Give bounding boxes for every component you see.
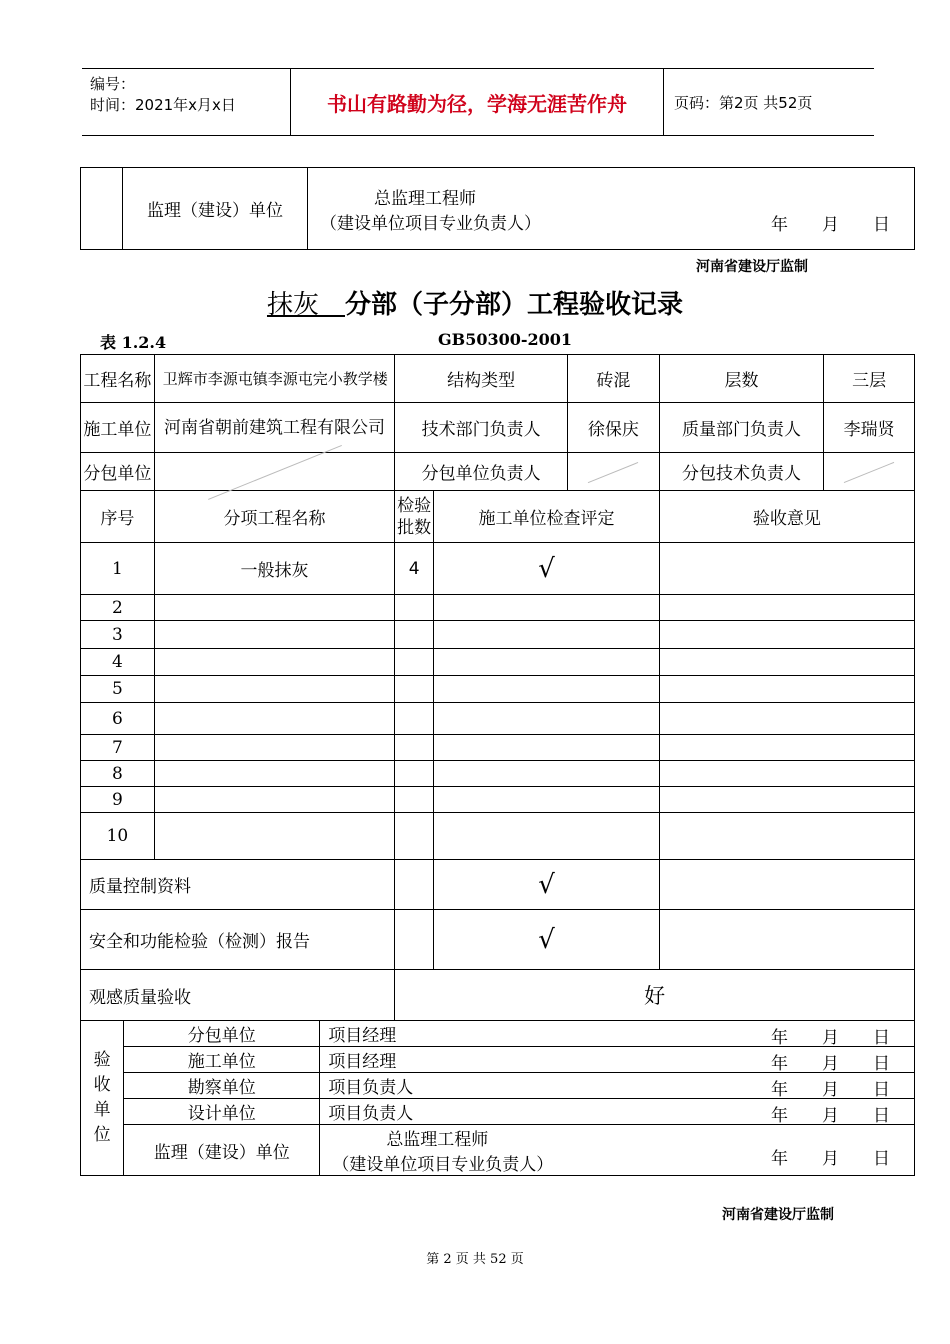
table-row: 5 xyxy=(81,676,915,703)
header-slogan: 书山有路勤为径，学海无涯苦作舟 xyxy=(291,69,664,136)
table-row: 10 xyxy=(81,813,915,860)
project-name-value: 卫辉市李源屯镇李源屯完小教学楼 xyxy=(154,355,394,403)
title-rest: 分部（子分部）工程验收记录 xyxy=(345,290,684,320)
acceptance-side-label: 验 收 单 位 xyxy=(81,1021,124,1176)
top-unit-label: 监理（建设）单位 xyxy=(123,168,308,250)
visual-label: 观感质量验收 xyxy=(81,970,395,1021)
sub-tech-label: 分包技术负责人 xyxy=(659,453,823,491)
issuer-bottom: 河南省建设厅监制 xyxy=(722,1207,834,1223)
table-row: 7 xyxy=(81,735,915,761)
page-header xyxy=(82,68,874,136)
top-signature-cell xyxy=(308,168,915,250)
top-date: 年 月 日 xyxy=(771,215,890,235)
quality-head-label: 质量部门负责人 xyxy=(659,403,823,453)
contractor-label: 施工单位 xyxy=(81,403,155,453)
header-page-label: 页码：第2页 共52页 xyxy=(664,69,875,136)
visual-value: 好 xyxy=(395,970,915,1021)
page-footer: 第 2 页 共 52 页 xyxy=(426,1252,524,1267)
title-subject: 抹灰 xyxy=(266,290,345,320)
table-row: 4 xyxy=(81,649,915,676)
contractor-value: 河南省朝前建筑工程有限公司 xyxy=(154,403,394,453)
table-number: 表 1.2.4 xyxy=(100,333,167,352)
safety-check: √ xyxy=(434,910,660,970)
info-row-subcontractor xyxy=(81,453,915,491)
structure-value: 砖混 xyxy=(568,355,660,403)
sub-head-value xyxy=(568,453,660,491)
floors-value: 三层 xyxy=(824,355,915,403)
table-row: 2 xyxy=(81,595,915,621)
safety-label: 安全和功能检验（检测）报告 xyxy=(81,910,395,970)
safety-row xyxy=(81,910,915,970)
qc-label: 质量控制资料 xyxy=(81,860,395,910)
top-role-line2: （建设单位项目专业负责人） xyxy=(320,213,541,234)
acceptance-row: 验 收 单 位 分包单位 项目经理 年 月 日 xyxy=(81,1021,915,1047)
supervision-role1: 总监理工程师 xyxy=(386,1130,489,1150)
sub-value xyxy=(154,453,394,491)
sub-tech-value xyxy=(824,453,915,491)
tech-head-label: 技术部门负责人 xyxy=(395,403,568,453)
table-row: 8 xyxy=(81,761,915,787)
table-row: 6 xyxy=(81,703,915,735)
acceptance-row: 勘察单位 项目负责人 年 月 日 xyxy=(81,1073,915,1099)
col-opinion: 验收意见 xyxy=(659,491,914,543)
doc-time-label: 时间：2021年x月x日 xyxy=(90,96,236,114)
info-row-contractor xyxy=(81,403,915,453)
header-left xyxy=(82,69,291,136)
quality-head-value: 李瑞贤 xyxy=(824,403,915,453)
qc-check: √ xyxy=(434,860,660,910)
supervision-role2: （建设单位项目专业负责人） xyxy=(332,1155,554,1175)
col-no: 序号 xyxy=(81,491,155,543)
supervision-row xyxy=(81,1125,915,1176)
supervision-date: 年 月 日 xyxy=(771,1149,890,1169)
standard-code: GB50300-2001 xyxy=(438,330,573,349)
supervision-unit: 监理（建设）单位 xyxy=(124,1125,320,1176)
tech-head-value: 徐保庆 xyxy=(568,403,660,453)
visual-row xyxy=(81,970,915,1021)
sub-label: 分包单位 xyxy=(81,453,155,491)
column-header-row xyxy=(81,491,915,543)
acceptance-row: 设计单位 项目负责人 年 月 日 xyxy=(81,1099,915,1125)
doc-number-label: 编号： xyxy=(90,75,136,93)
table-row: 9 xyxy=(81,787,915,813)
top-role-line1: 总监理工程师 xyxy=(374,188,476,209)
acceptance-row: 施工单位 项目经理 年 月 日 xyxy=(81,1047,915,1073)
col-batch: 检验 批数 xyxy=(395,491,434,543)
top-signature-table xyxy=(80,167,915,250)
col-eval: 施工单位检查评定 xyxy=(434,491,660,543)
table-row: 1 一般抹灰 4 √ xyxy=(81,543,915,595)
issuer-top: 河南省建设厅监制 xyxy=(696,259,808,275)
table-row: 3 xyxy=(81,621,915,649)
floors-label: 层数 xyxy=(659,355,823,403)
qc-row xyxy=(81,860,915,910)
project-name-label: 工程名称 xyxy=(81,355,155,403)
col-name: 分项工程名称 xyxy=(154,491,394,543)
structure-label: 结构类型 xyxy=(395,355,568,403)
form-title xyxy=(0,284,950,321)
info-row-project xyxy=(81,355,915,403)
acceptance-record-table xyxy=(80,354,915,1176)
sub-head-label: 分包单位负责人 xyxy=(395,453,568,491)
